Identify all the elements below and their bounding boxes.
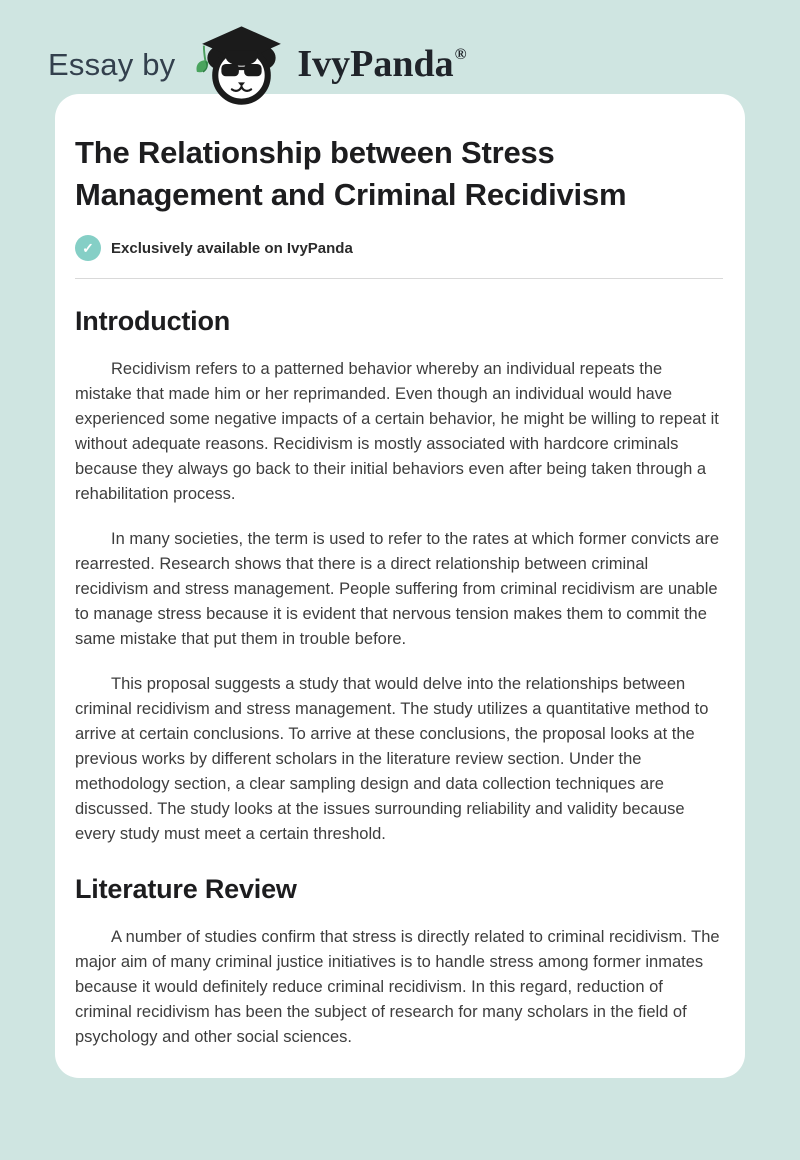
section-heading-introduction: Introduction [75,306,231,337]
brand-name[interactable] [297,45,466,83]
paragraph: A number of studies confirm that stress is directly related to criminal recidivism. The major aim of many criminal justice initiatives is to handle stress among former inmates because it would definitely reduce criminal recidivism. In this regard, reduction of criminal recidivism has been the subject of research for many scholars in the field of psychology and other social sciences. [75,928,720,1047]
check-icon: ✓ [75,235,101,261]
site-header [0,0,800,94]
paragraph: Recidivism refers to a patterned behavior whereby an individual repeats the mistake that made him or her reprimanded. Even though an individual would have experienced some negative impacts of a certain behavior, he might be willing to repeat it without adequate reasons. Recidivism is mostly associated with hardcore criminals because they always go back to their initial behaviors even after being taken through a rehabilitation process. [75,360,719,504]
essay-card [55,94,745,1078]
title-divider [75,278,723,279]
paragraph: In many societies, the term is used to refer to the rates at which former convicts are rearrested. Research shows that there is a direct relationship between criminal recidivism and stress management. People suffering from criminal recidivism are unable to manage stress because it is evident that nervous tension makes them to commit the same mistake that put them in trouble before. [75,530,720,649]
section-literature-review [75,874,723,1050]
paragraph: This proposal suggests a study that would delve into the relationships between criminal recidivism and stress management. The study utilizes a quantitative method to arrive at certain conclusions. To arrive at these conclusions, the proposal looks at the previous works by different scholars in the literature review section. Under the methodology section, a clear sampling design and data collection techniques are discussed. The study looks at the issues surrounding reliability and validity because every study must meet a certain threshold. [75,675,709,844]
ivypanda-panda-logo-icon[interactable] [189,22,287,106]
exclusive-badge-label: Exclusively available on IvyPanda [111,239,353,257]
header-prefix: Essay by [48,46,176,82]
section-heading-literature-review: Literature Review [75,874,297,905]
essay-title: The Relationship between Stress Management and Criminal Recidivism [75,135,627,212]
exclusive-badge [75,235,723,261]
registered-trademark-symbol: ® [454,46,467,63]
brand-wordmark: IvyPanda [297,43,454,85]
section-introduction [75,306,723,847]
